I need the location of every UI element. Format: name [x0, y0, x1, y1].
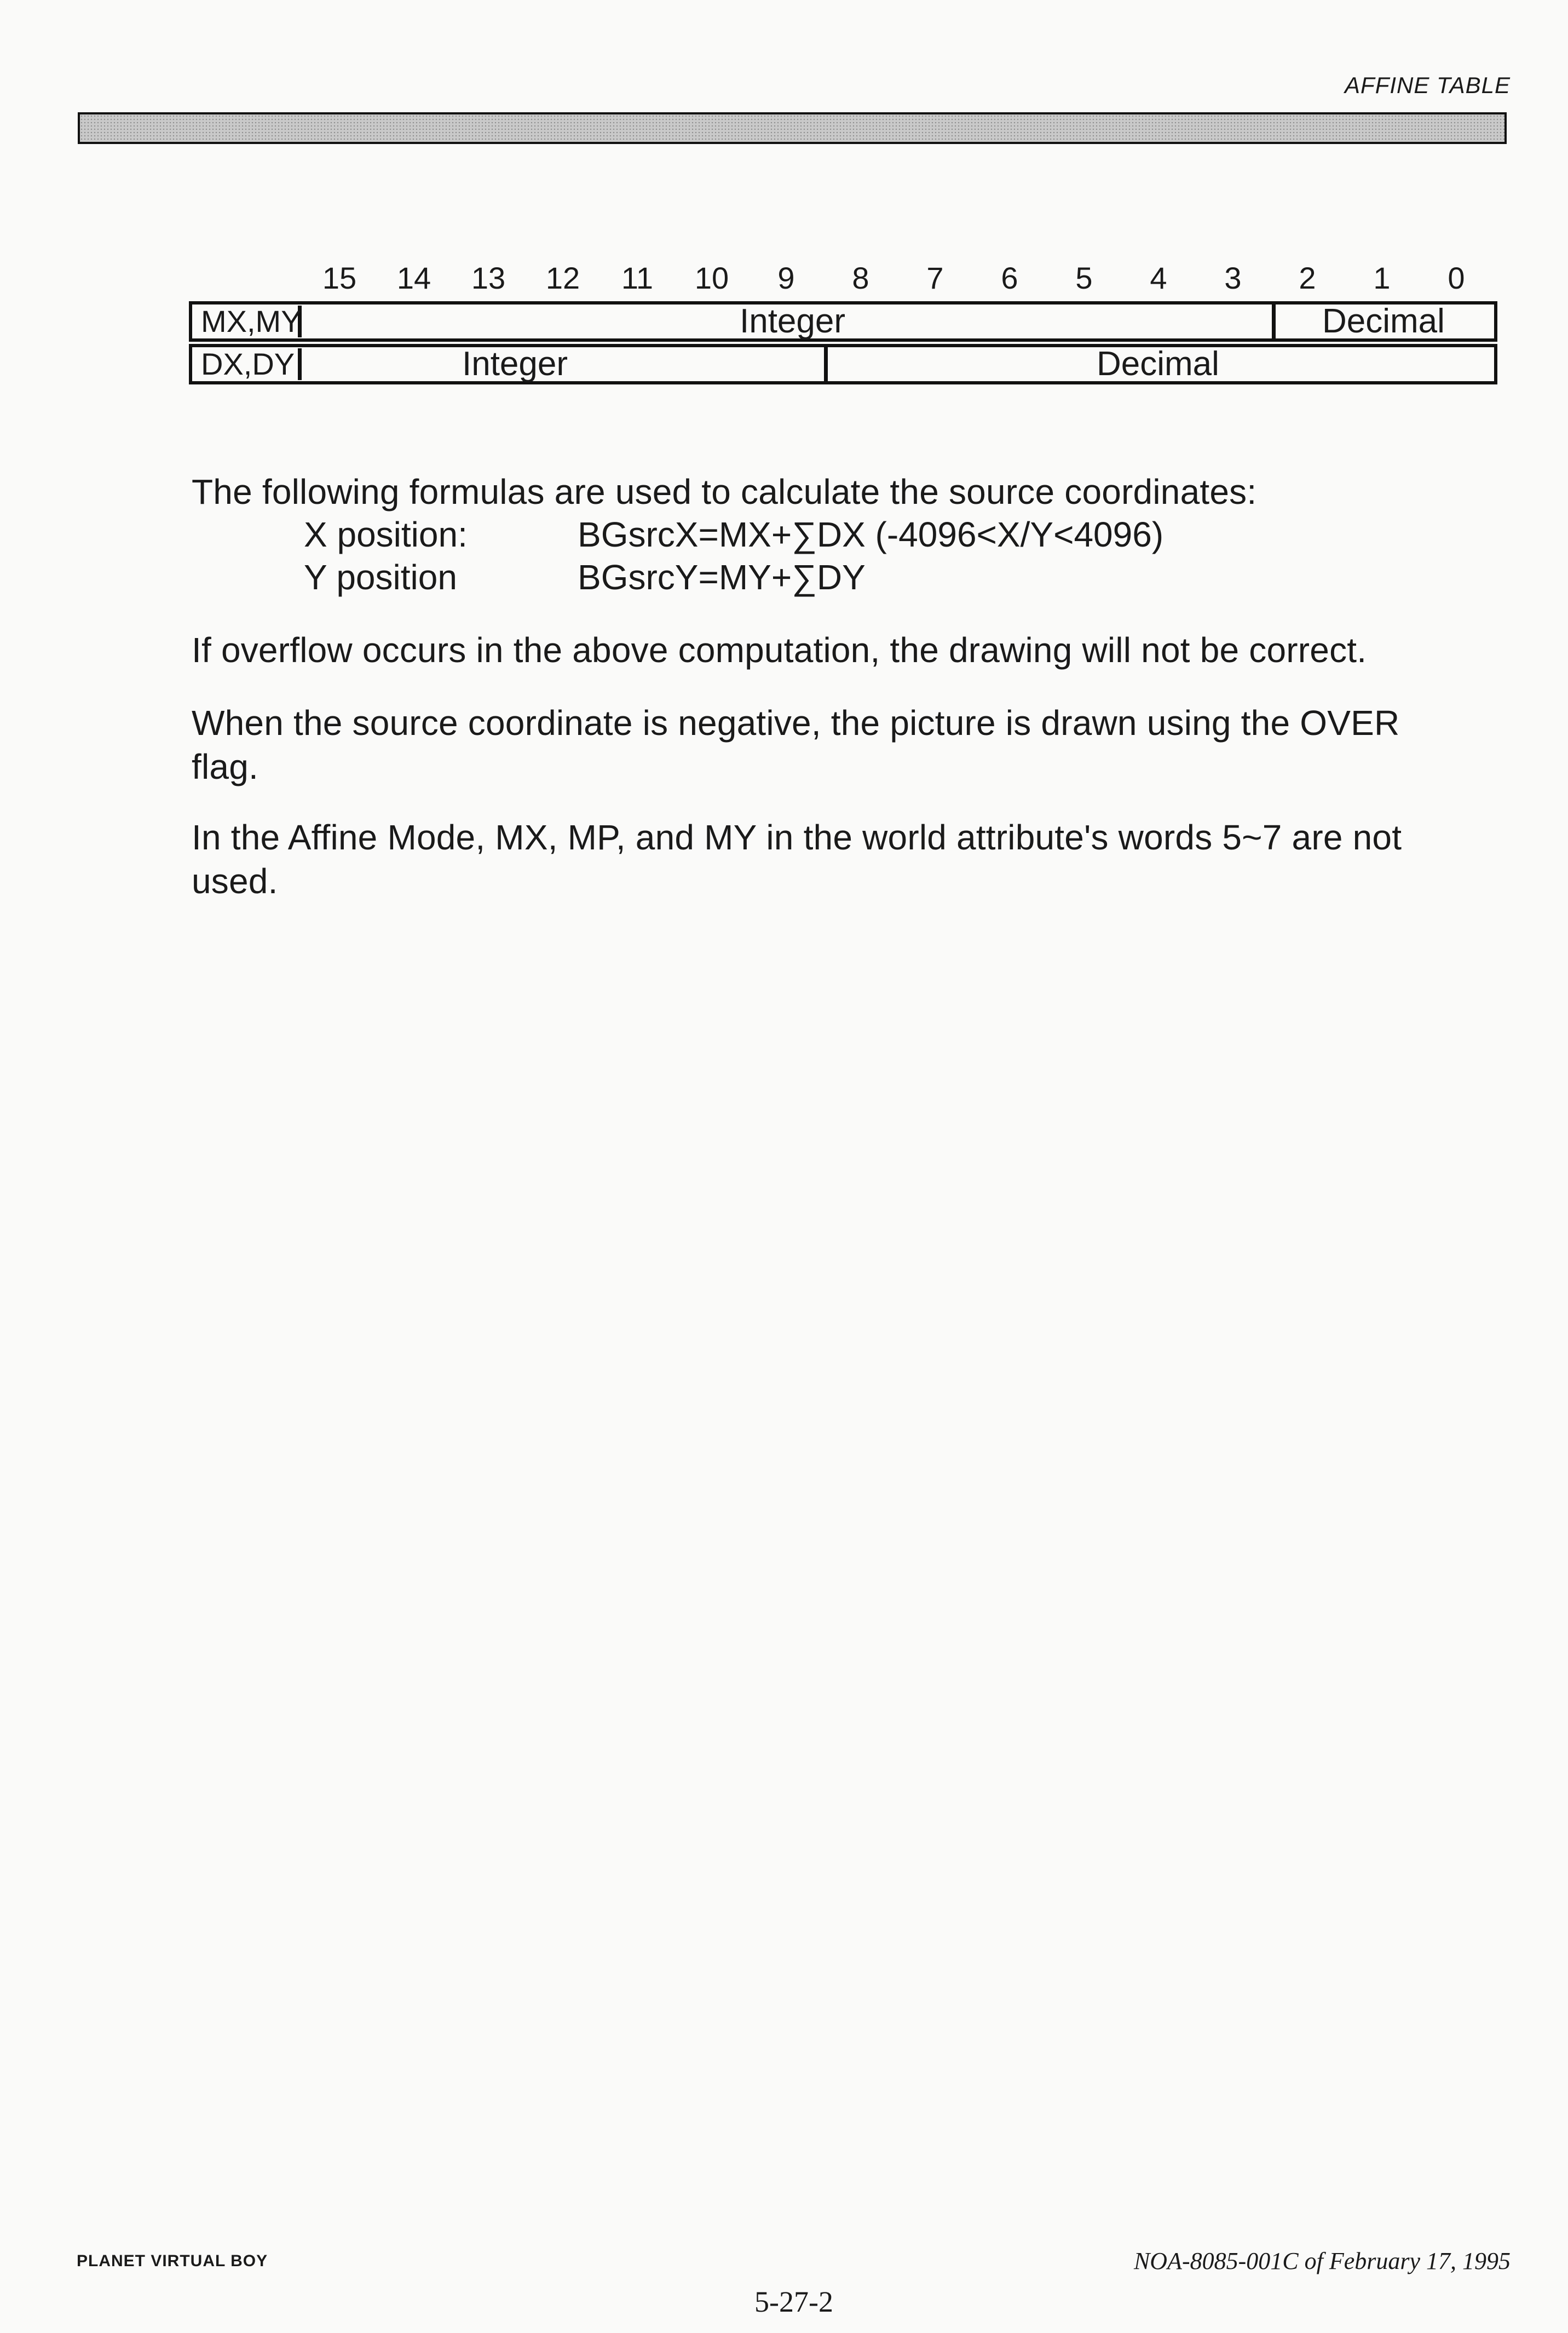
bit-number: 6 — [1001, 261, 1018, 295]
formula-row — [304, 513, 1163, 556]
field-divider — [824, 344, 828, 384]
bit-number: 14 — [396, 261, 431, 295]
bit-number: 12 — [545, 261, 580, 295]
register-row-dx-dy — [189, 344, 1497, 384]
bit-number: 5 — [1075, 261, 1093, 295]
bit-number: 1 — [1373, 261, 1391, 295]
field-divider — [1272, 301, 1276, 342]
formula-row — [304, 555, 866, 599]
bit-number: 3 — [1224, 261, 1242, 295]
bit-number: 9 — [777, 261, 795, 295]
bit-number: 0 — [1448, 261, 1465, 295]
bit-number: 15 — [322, 261, 357, 295]
intro-paragraph: The following formulas are used to calculate the source coordinates: — [192, 472, 1257, 512]
formula-label: X position: — [304, 515, 468, 554]
footer-document-id: NOA-8085-001C of February 17, 1995 — [1133, 2248, 1511, 2274]
formula-label: Y position — [304, 558, 457, 597]
register-row-name: DX,DY — [195, 348, 302, 380]
footer-title: PLANET VIRTUAL BOY — [77, 2252, 268, 2270]
body-paragraph: When the source coordinate is negative, the picture is drawn using the OVER flag. — [192, 703, 1400, 786]
body-paragraph: In the Affine Mode, MX, MP, and MY in the world attribute's words 5~7 are not used. — [192, 818, 1402, 901]
field-decimal: Decimal — [1097, 345, 1219, 383]
bit-number: 7 — [926, 261, 944, 295]
bit-number: 8 — [852, 261, 869, 295]
body-paragraph: If overflow occurs in the above computation, the drawing will not be correct. — [192, 630, 1367, 670]
field-integer: Integer — [740, 302, 846, 340]
bit-number: 13 — [471, 261, 506, 295]
bit-number: 2 — [1299, 261, 1316, 295]
register-row-mx-my — [189, 301, 1497, 342]
page-number: 5-27-2 — [754, 2285, 833, 2318]
formula-expression: BGsrcY=MY+∑DY — [578, 558, 866, 597]
bit-number: 11 — [621, 261, 654, 295]
bit-number: 4 — [1150, 261, 1167, 295]
field-decimal: Decimal — [1322, 302, 1445, 340]
field-integer: Integer — [462, 345, 568, 383]
bit-number-row — [0, 262, 1568, 295]
formula-expression: BGsrcX=MX+∑DX (-4096<X/Y<4096) — [578, 515, 1164, 554]
section-title: AFFINE TABLE — [1345, 72, 1511, 98]
bit-number: 10 — [694, 261, 729, 295]
header-rule-bar — [78, 112, 1507, 144]
register-row-name: MX,MY — [195, 306, 302, 337]
